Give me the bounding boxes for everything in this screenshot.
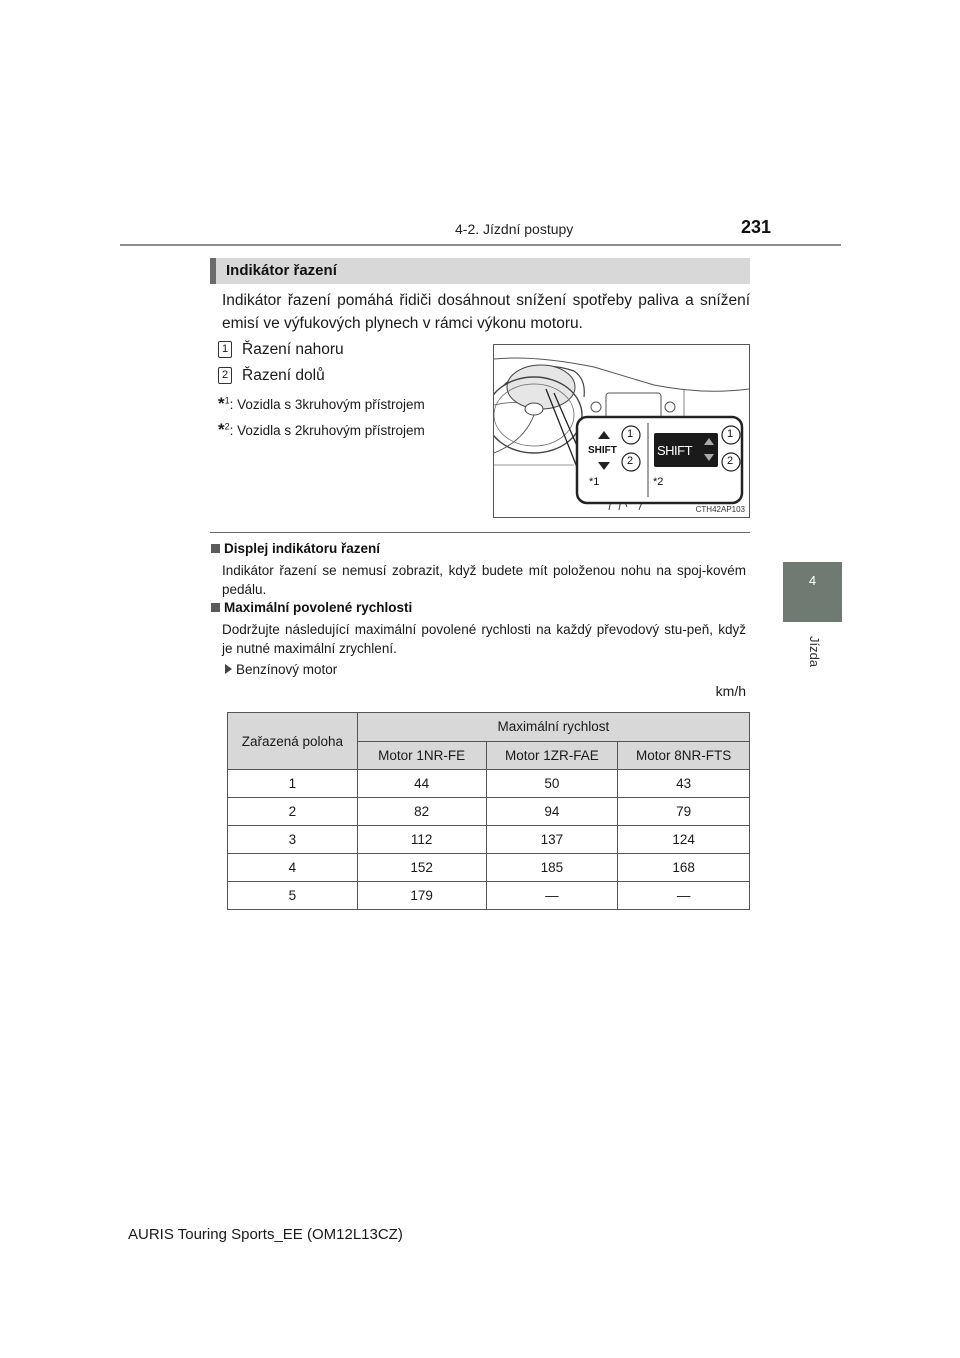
square-bullet-icon bbox=[211, 603, 220, 612]
table-row bbox=[228, 854, 750, 882]
star-2-label: *2 bbox=[653, 476, 664, 488]
dashboard-drawing bbox=[494, 345, 749, 517]
section-heading-title: Indikátor řazení bbox=[226, 262, 337, 279]
callout-2-right: 2 bbox=[727, 455, 734, 467]
speed-note-heading bbox=[211, 600, 412, 615]
table-cell: 82 bbox=[357, 798, 486, 826]
square-bullet-icon bbox=[211, 544, 220, 553]
footnote-1 bbox=[218, 394, 425, 414]
section-heading bbox=[210, 258, 750, 284]
shift-label-analog: SHIFT bbox=[588, 445, 617, 456]
footnote-star: * bbox=[218, 420, 225, 439]
footnote-sup: 1 bbox=[224, 395, 230, 406]
unit-label: km/h bbox=[715, 683, 746, 699]
callout-number: 1 bbox=[218, 341, 232, 358]
table-cell: 124 bbox=[618, 826, 750, 854]
speed-note-text: Dodržujte následující maximální povolené rychlosti na každý převodový stu-peň, když je nutné maximální zrychlení. bbox=[222, 622, 746, 656]
table-cell: 152 bbox=[357, 854, 486, 882]
section-heading-bar bbox=[210, 258, 216, 284]
footer-model: AURIS Touring Sports_EE (OM12L13CZ) bbox=[128, 1226, 403, 1243]
engine-bullet bbox=[225, 662, 337, 677]
table-cell: 185 bbox=[486, 854, 618, 882]
shift-label-digital: SHIFT bbox=[657, 443, 693, 458]
table-cell: — bbox=[486, 882, 618, 910]
header-engine: Motor 1ZR-FAE bbox=[486, 741, 618, 770]
chapter-tab-number: 4 bbox=[808, 573, 817, 588]
footnote-2 bbox=[218, 420, 425, 440]
star-1-label: *1 bbox=[589, 476, 600, 488]
table-cell: 168 bbox=[618, 854, 750, 882]
section-breadcrumb: 4-2. Jízdní postupy bbox=[455, 221, 574, 237]
table-cell: 112 bbox=[357, 826, 486, 854]
table-cell: 179 bbox=[357, 882, 486, 910]
triangle-bullet-icon bbox=[225, 664, 232, 674]
table-cell: 137 bbox=[486, 826, 618, 854]
section-divider bbox=[210, 532, 750, 533]
header-max-speed: Maximální rychlost bbox=[357, 713, 749, 742]
callout-1-left: 1 bbox=[627, 428, 634, 440]
chapter-tab bbox=[783, 562, 842, 622]
callout-2-left: 2 bbox=[627, 455, 634, 467]
list-item-label: Řazení nahoru bbox=[242, 341, 344, 358]
callout-number: 2 bbox=[218, 367, 232, 384]
table-cell: 79 bbox=[618, 798, 750, 826]
table-cell: 3 bbox=[228, 826, 358, 854]
footnote-sup: 2 bbox=[224, 421, 230, 432]
table-cell: 2 bbox=[228, 798, 358, 826]
speed-note-title: Maximální povolené rychlosti bbox=[224, 600, 413, 615]
engine-bullet-text: Benzínový motor bbox=[236, 662, 338, 677]
table-cell: 1 bbox=[228, 770, 358, 798]
display-note-title: Displej indikátoru řazení bbox=[224, 541, 381, 556]
header-engine: Motor 8NR-FTS bbox=[618, 741, 750, 770]
dashboard-illustration bbox=[493, 344, 750, 518]
footnote-text: : Vozidla s 2kruhovým přístrojem bbox=[229, 423, 425, 438]
page-number: 231 bbox=[741, 217, 772, 237]
table-cell: 43 bbox=[618, 770, 750, 798]
table-row bbox=[228, 826, 750, 854]
table-cell: 4 bbox=[228, 854, 358, 882]
table-cell: — bbox=[618, 882, 750, 910]
header-engine: Motor 1NR-FE bbox=[357, 741, 486, 770]
table-row bbox=[228, 770, 750, 798]
header-gear: Zařazená poloha bbox=[228, 713, 358, 770]
chapter-tab-label-text: Jízda bbox=[807, 636, 822, 668]
table-row bbox=[228, 882, 750, 910]
list-item-label: Řazení dolů bbox=[242, 367, 325, 384]
footnote-star: * bbox=[218, 394, 225, 413]
chapter-tab-label bbox=[783, 636, 842, 676]
list-item-upshift bbox=[218, 341, 344, 359]
list-item-downshift bbox=[218, 367, 325, 385]
display-note-text: Indikátor řazení se nemusí zobrazit, když budete mít položenou nohu na spoj-kovém pedálu. bbox=[222, 563, 746, 597]
intro-paragraph: Indikátor řazení pomáhá řidiči dosáhnout snížení spotřeby paliva a snížení emisí ve výfukových plynech v rámci výkonu motoru. bbox=[222, 292, 750, 332]
table-cell: 44 bbox=[357, 770, 486, 798]
illustration-code: CTH42AP103 bbox=[695, 505, 745, 514]
table-row bbox=[228, 798, 750, 826]
table-cell: 50 bbox=[486, 770, 618, 798]
table-cell: 94 bbox=[486, 798, 618, 826]
footnote-text: : Vozidla s 3kruhovým přístrojem bbox=[229, 397, 425, 412]
max-speed-table bbox=[227, 712, 750, 910]
display-note-heading bbox=[211, 541, 380, 556]
callout-1-right: 1 bbox=[727, 428, 734, 440]
header-rule bbox=[120, 244, 841, 246]
table-cell: 5 bbox=[228, 882, 358, 910]
